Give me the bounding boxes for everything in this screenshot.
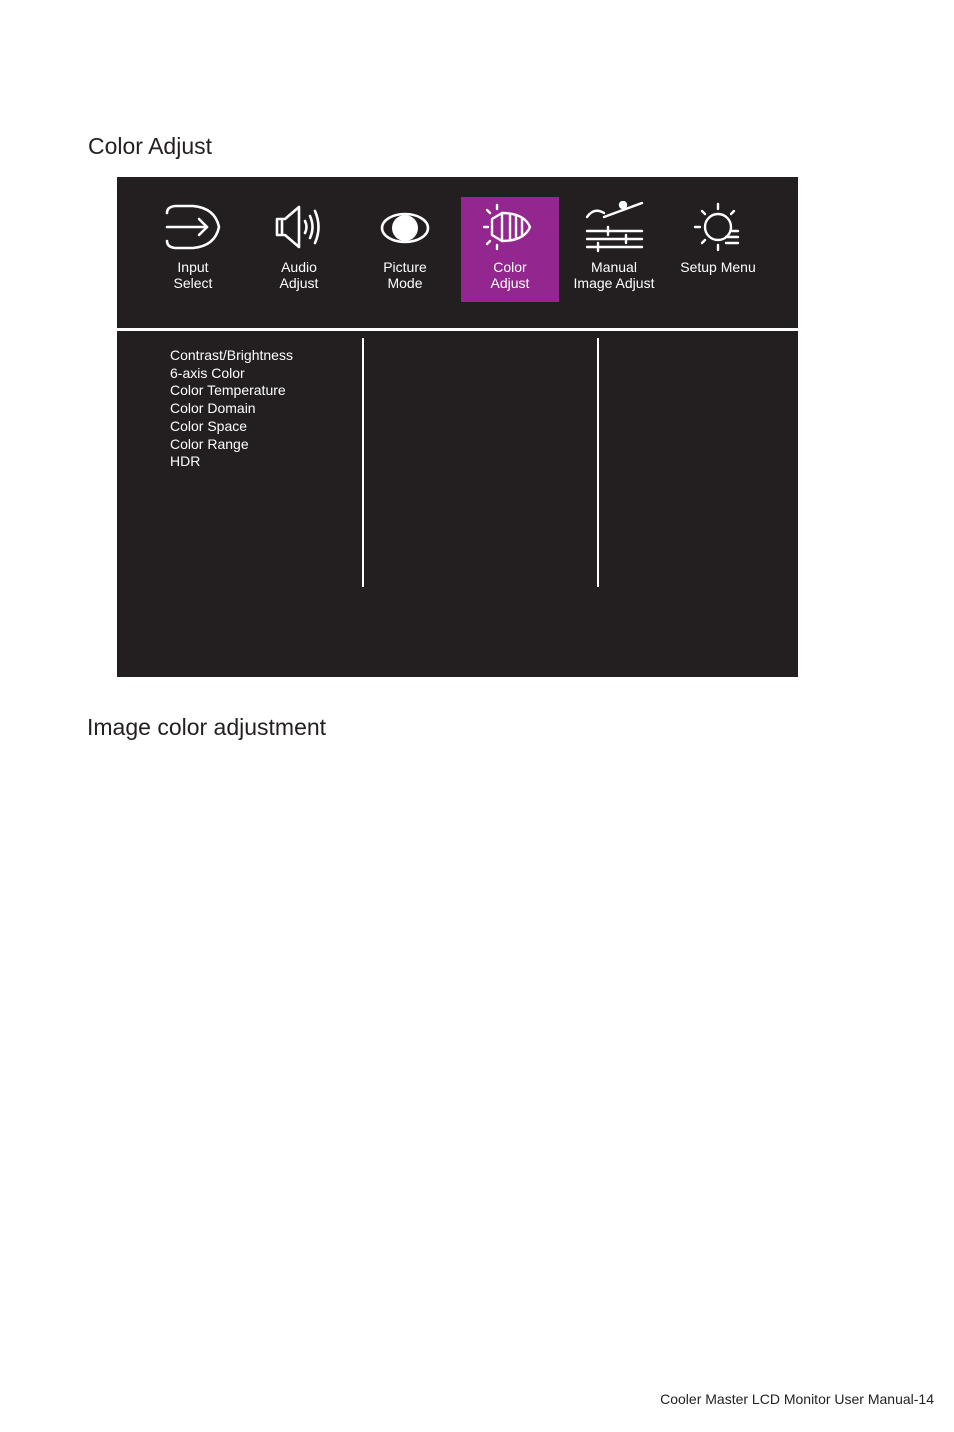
tab-label: Input Select [173, 259, 213, 291]
manual-image-adjust-icon [584, 201, 644, 253]
tab-divider [117, 328, 798, 331]
column-divider [597, 338, 599, 587]
color-adjust-menu-list [170, 347, 293, 471]
menu-item-color-range[interactable]: Color Range [170, 435, 249, 452]
figure-caption: Image color adjustment [87, 714, 327, 740]
tab-label: Audio Adjust [279, 259, 319, 291]
osd-tab-bar [117, 177, 798, 329]
tab-label: Color Adjust [490, 259, 530, 291]
tab-label: Manual Image Adjust [573, 259, 655, 291]
tab-setup-menu[interactable] [669, 197, 767, 302]
setup-menu-icon [688, 201, 748, 253]
menu-item-contrast-brightness[interactable]: Contrast/Brightness [170, 347, 293, 363]
page-footer: Cooler Master LCD Monitor User Manual-14 [660, 1391, 934, 1407]
menu-item-hdr[interactable]: HDR [170, 453, 201, 470]
tab-color-adjust[interactable] [461, 197, 559, 302]
column-divider [362, 338, 364, 587]
color-adjust-icon [480, 201, 540, 253]
menu-item-color-temperature[interactable]: Color Temperature [170, 382, 286, 399]
tab-label: Picture Mode [383, 259, 427, 291]
osd-menu-panel [117, 177, 798, 677]
picture-mode-icon [375, 201, 435, 253]
menu-item-color-space[interactable]: Color Space [170, 417, 248, 434]
tab-audio-adjust[interactable] [250, 197, 348, 302]
audio-speaker-icon [269, 201, 329, 253]
tab-manual-image-adjust[interactable] [565, 197, 663, 302]
section-title: Color Adjust [88, 133, 213, 159]
input-select-icon [163, 201, 223, 253]
tab-label: Setup Menu [680, 259, 756, 275]
tab-picture-mode[interactable] [356, 197, 454, 302]
menu-item-color-domain[interactable]: Color Domain [170, 400, 256, 417]
menu-item-6-axis-color[interactable]: 6-axis Color [170, 364, 245, 381]
tab-input-select[interactable] [144, 197, 242, 302]
